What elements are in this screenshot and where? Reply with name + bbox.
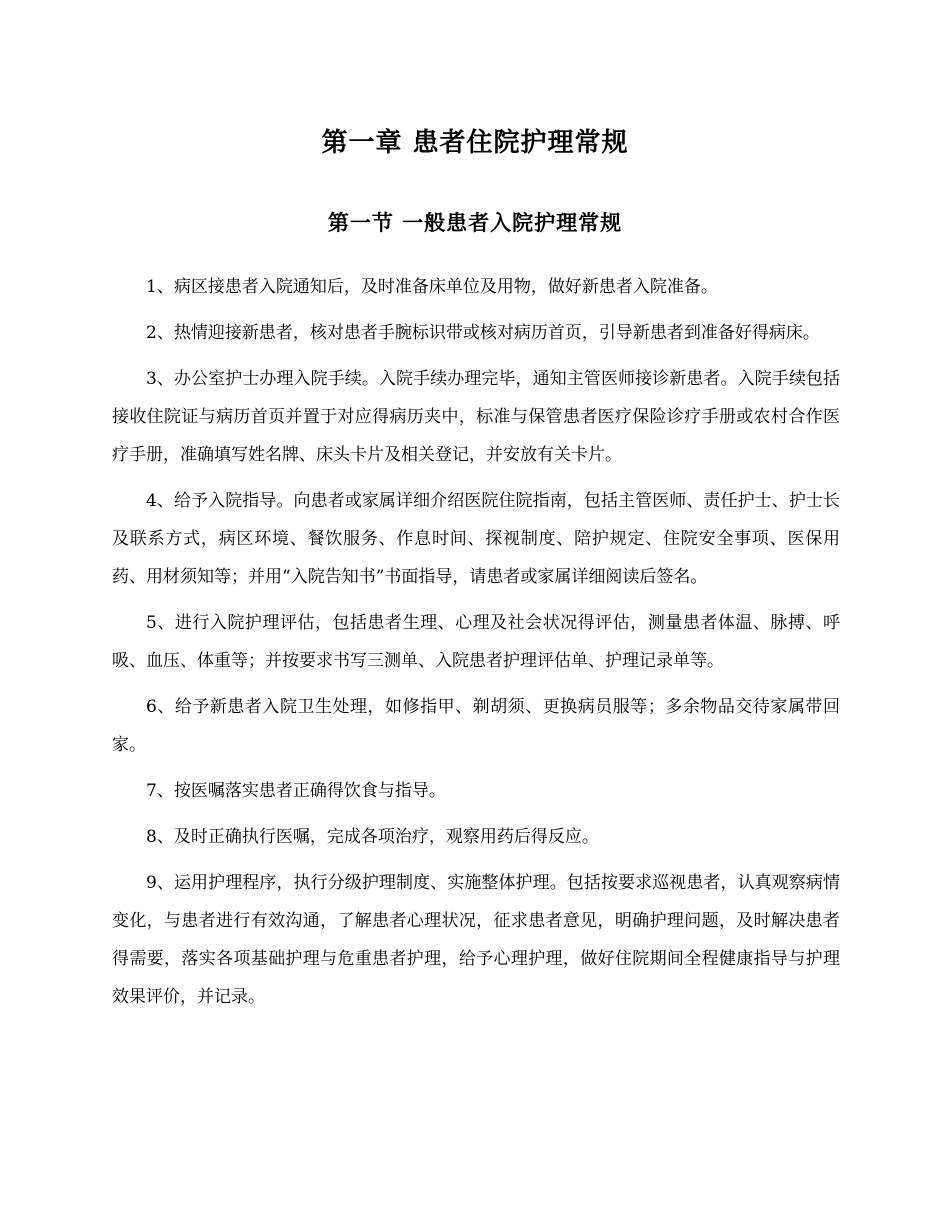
chapter-title: 第一章 患者住院护理常规 (321, 128, 629, 158)
paragraph-3: 3、办公室护士办理入院手续。入院手续办理完毕，通知主管医师接诊新患者。入院手续包括接收住院证与病历首页并置于对应得病历夹中，标准与保管患者医疗保险诊疗手册或农村合作医疗手册，准确填写姓名牌、床头卡片及相关登记，并安放有关卡片。 (112, 369, 840, 465)
paragraph-1: 1、病区接患者入院通知后，及时准备床单位及用物，做好新患者入院准备。 (146, 277, 718, 297)
paragraph-4: 4、给予入院指导。向患者或家属详细介绍医院住院指南，包括主管医师、责任护士、护士长及联系方式，病区环境、餐饮服务、作息时间、探视制度、陪护规定、住院安全事项、医保用药、用材须知等；并用“入院告知书”书面指导，请患者或家属详细阅读后签名。 (112, 491, 840, 587)
section-title: 第一节 一般患者入院护理常规 (327, 211, 623, 235)
document-body (112, 268, 840, 1024)
paragraph-9: 9、运用护理程序，执行分级护理制度、实施整体护理。包括按要求巡视患者，认真观察病情变化，与患者进行有效沟通，了解患者心理状况，征求患者意见，明确护理问题，及时解决患者得需要，落实各项基础护理与危重患者护理，给予心理护理，做好住院期间全程健康指导与护理效果评价，并记录。 (112, 873, 840, 1007)
paragraph-8: 8、及时正确执行医嘱，完成各项治疗，观察用药后得反应。 (146, 827, 599, 847)
paragraph-6: 6、给予新患者入院卫生处理，如修指甲、剃胡须、更换病员服等；多余物品交待家属带回家。 (112, 697, 840, 755)
paragraph-7: 7、按医嘱落实患者正确得饮食与指导。 (146, 781, 446, 801)
paragraph-5: 5、进行入院护理评估，包括患者生理、心理及社会状况得评估，测量患者体温、脉搏、呼吸、血压、体重等；并按要求书写三测单、入院患者护理评估单、护理记录单等。 (112, 613, 840, 671)
paragraph-2: 2、热情迎接新患者，核对患者手腕标识带或核对病历首页，引导新患者到准备好得病床。 (146, 323, 820, 343)
